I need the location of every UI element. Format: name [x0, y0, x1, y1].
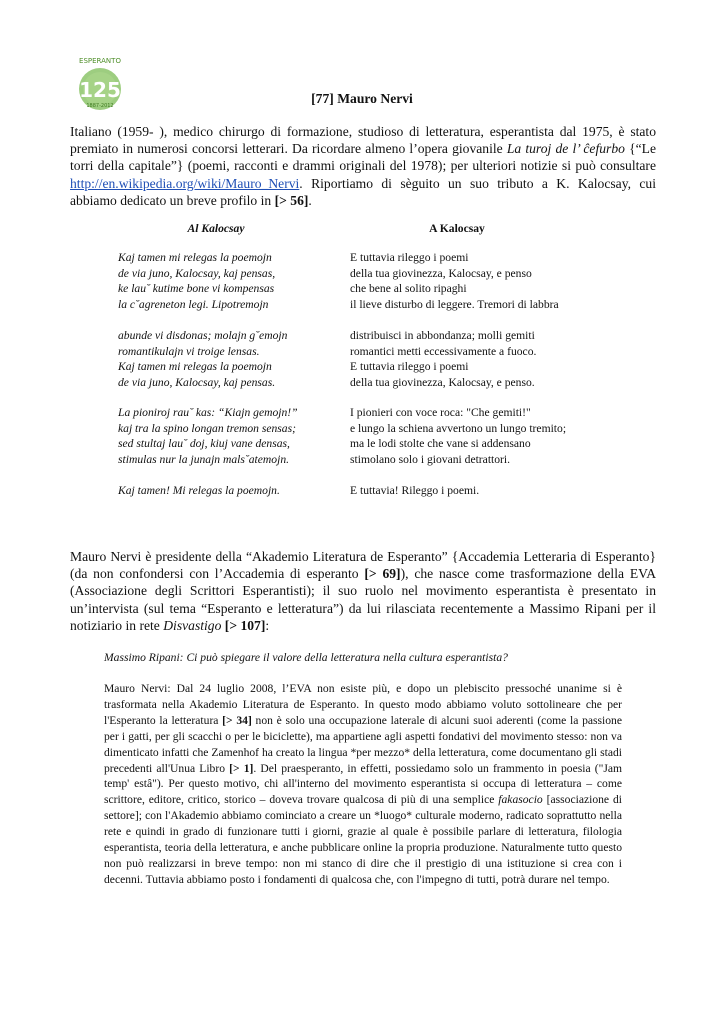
cross-reference: [> 56] — [274, 192, 309, 208]
poem-line: romantici metti eccessivamente a fuoco. — [350, 344, 537, 358]
answer-text-4: [associazione di settore]; con l'Akademio abbiamo cominciato a creare un *luogo* culturale moderno, radicato soprattutto nella rete e quindi in grado di funzionare tutti i giorni, grazie al quale è possibile parlare di letteratura, filologia esperantista, teoria della letteratura, e anche pubblicare online la propria produzione. Naturalmente tutto questo non può realizzarsi in breve tempo: non mi stanco di dire che il prestigio di una istituzione si crea con i decenni. Tuttavia abbiamo posto i fondamenti di qualcosa che, con l'impegno di tutti, potrà durare nel tempo. — [104, 793, 622, 886]
poem-line: Kaj tamen mi relegas la poemojn — [118, 360, 272, 374]
poem-line: kaj tra la spino longan tremon sensas; — [118, 421, 296, 435]
answer-text-1: Mauro Nervi: Dal 24 luglio 2008, l’EVA non esiste più, e dopo un plebiscito pressoché unanime si è trasformata nella Akademio Literatura de Esperanto. In questo modo abbiamo voluto sottolineare che per l'Esperanto la letteratura — [104, 682, 622, 727]
poem-line: della tua giovinezza, Kalocsay, e penso — [350, 266, 532, 280]
poem-line: E tuttavia rileggo i poemi — [350, 251, 469, 264]
stanza-eo-4 — [118, 483, 280, 499]
poem-line: de via juno, Kalocsay, kaj pensas, — [118, 266, 276, 280]
poem-line: Kaj tamen mi relegas la poemojn — [118, 251, 272, 264]
poem-line: la c˘agreneton legi. Lipotremojn — [118, 297, 269, 311]
interview-question: Massimo Ripani: Ci può spiegare il valore della letteratura nella cultura esperantista? — [104, 651, 508, 664]
poem-line: e lungo la schiena avvertono un lungo tremito; — [350, 421, 567, 435]
interview-answer — [104, 681, 622, 888]
answer-text-3: . Del praesperanto, in effetti, possiedamo solo un frammento in poesia ("Jam temp' estâ"). Per questo motivo, chi all'interno del movimento esperantista si occupa di letteratura – come scrittore, editore, critico, storico – doveva trovare qualcosa di più di una semplice — [104, 761, 622, 807]
page-title: [77] Mauro Nervi — [311, 91, 413, 106]
poem-line: che bene al solito ripaghi — [350, 282, 467, 296]
work-title: La turoj de l’ ĉefurbo — [506, 141, 625, 157]
intro-text-3: . Riportiamo di sèguito un suo tributo a K. Kalocsay, cui abbiamo dedicato un breve profilo in — [70, 175, 656, 208]
stanza-eo-2 — [118, 328, 287, 390]
stanza-eo-3 — [118, 405, 298, 467]
intro-text-1: Italiano (1959- ), medico chirurgo di formazione, studioso di letteratura, esperantista dal 1975, è stato premiato in numerosi concorsi letterari. Da ricordare almeno l’opera giovanile — [70, 124, 656, 157]
cross-reference: [> 34] — [222, 713, 252, 727]
poem-line: della tua giovinezza, Kalocsay, e penso. — [350, 375, 535, 389]
poem-title-esperanto: Al Kalocsay — [187, 222, 245, 235]
poem-line: distribuisci in abbondanza; molli gemiti — [350, 329, 535, 342]
presentation-paragraph — [70, 548, 656, 634]
poem-line: de via juno, Kalocsay, kaj pensas. — [118, 375, 276, 389]
intro-text-2: {“Le torri della capitale”} (poemi, racconti e drammi originali del 1978); per ulteriori notizie si può consultare — [70, 141, 656, 174]
poem-line: stimolano solo i giovani detrattori. — [350, 452, 511, 466]
poem-line: E tuttavia! Rileggo i poemi. — [350, 484, 480, 497]
poem-line: stimulas nur la junajn mals˘atemojn. — [118, 452, 290, 466]
poem-line: La pioniroj rau˘ kas: “Kiajn gemojn!” — [118, 406, 298, 419]
logo-number: 125 — [79, 78, 121, 102]
poem-line: Kaj tamen! Mi relegas la poemojn. — [118, 484, 280, 497]
cross-reference: [> 69] — [364, 566, 401, 582]
presentation-text-4: : — [265, 617, 270, 633]
poem-line: abunde vi disdonas; molajn g˘emojn — [118, 329, 288, 342]
journal-name: Disvastigo — [163, 617, 222, 633]
stanza-it-4 — [350, 483, 479, 499]
poem-line: ma le lodi stolte che vane si addensano — [350, 437, 531, 451]
answer-text-2: non è solo una occupazione laterale di alcuni suoi aderenti (come la passione per i gatti, per gli scacchi o per le biciclette), ma appartiene agli aspetti fondativi del movimento stesso: non va dimenticato infatti che Zamenhof ha creato la lingua *per mezzo* della letteratura, come documentano gli stadi precedenti all'Unua Libro — [104, 713, 623, 775]
intro-text-4: . — [308, 192, 312, 208]
intro-paragraph — [70, 123, 656, 209]
poem-line: E tuttavia rileggo i poemi — [350, 360, 469, 374]
stanza-it-1 — [350, 250, 559, 312]
term-fakasocio: fakasocio — [498, 793, 543, 807]
cross-reference: [> 107] — [224, 617, 266, 633]
cross-reference: [> 1] — [229, 761, 254, 775]
presentation-text-1: Mauro Nervi è presidente della “Akademio Literatura de Esperanto” {Accademia Letteraria di Esperanto} (da non confondersi con l’Accademia di esperanto — [70, 549, 656, 582]
poem-line: I pionieri con voce roca: "Che gemiti!" — [350, 406, 531, 419]
logo-text: ESPERANTO — [79, 57, 121, 65]
poem-title-italian: A Kalocsay — [429, 222, 485, 235]
logo-years: 1887-2012 — [86, 103, 114, 109]
poem-line: romantikulajn vi troige lensas. — [118, 344, 260, 358]
presentation-text-2: ), che nasce come trasformazione della EVA (Associazione degli Scrittori Esperantisti); il suo ruolo nel movimento esperantista è presentato in un’intervista (sul tema “Esperanto e letteratura”) da lui rilasciata recentemente a Massimo Ripani per il notiziario in rete — [70, 566, 657, 633]
poem-line: il lieve disturbo di leggere. Tremori di labbra — [350, 297, 559, 311]
stanza-it-3 — [350, 405, 566, 467]
poem-line: sed stultaj lau˘ doj, kiuj vane densas, — [118, 437, 290, 451]
stanza-eo-1 — [118, 250, 275, 312]
poem-line: ke lau˘ kutime bone vi kompensas — [118, 282, 275, 296]
wikipedia-link[interactable]: http://en.wikipedia.org/wiki/Mauro_Nervi — [70, 175, 300, 191]
stanza-it-2 — [350, 328, 536, 390]
